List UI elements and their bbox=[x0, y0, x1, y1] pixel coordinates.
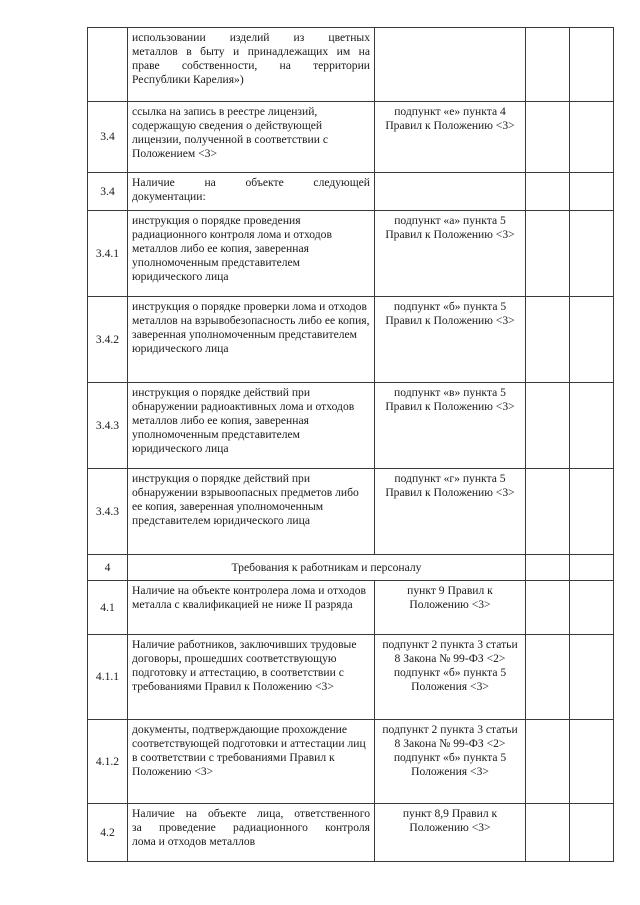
table-row bbox=[88, 720, 614, 804]
row-number: 3.4 bbox=[88, 102, 128, 173]
empty-cell bbox=[570, 635, 614, 720]
row-number: 3.4.3 bbox=[88, 383, 128, 469]
requirement-text: Наличие работников, заключивших трудовые договоры, прошедших соответствующую подготовку и аттестацию, в соответствии с требованиями Правил к Положению <3> bbox=[128, 635, 375, 720]
legal-reference: пункт 8,9 Правил к Положению <3> bbox=[375, 804, 526, 862]
row-number: 4.2 bbox=[88, 804, 128, 862]
empty-cell bbox=[526, 211, 570, 297]
legal-reference bbox=[375, 173, 526, 211]
requirement-text-line: использовании изделий из цветных bbox=[132, 31, 370, 44]
table-row bbox=[88, 173, 614, 211]
legal-reference: подпункт «в» пункта 5 Правил к Положению <3> bbox=[375, 383, 526, 469]
empty-cell bbox=[526, 804, 570, 862]
requirement-text: документы, подтверждающие прохождение соответствующей подготовки и аттестации лиц в соответствии с требованиями Правил к Положению <3> bbox=[128, 720, 375, 804]
empty-cell bbox=[526, 720, 570, 804]
row-number: 3.4.2 bbox=[88, 297, 128, 383]
empty-cell bbox=[570, 720, 614, 804]
table-row bbox=[88, 469, 614, 555]
requirement-text bbox=[128, 804, 375, 862]
row-number: 4.1.1 bbox=[88, 635, 128, 720]
requirement-text: инструкция о порядке проведения радиационного контроля лома и отходов металлов либо ее копия, заверенная уполномоченным представителем юридического лица bbox=[128, 211, 375, 297]
legal-reference: подпункт 2 пункта 3 статьи 8 Закона № 99-ФЗ <2> подпункт «б» пункта 5 Положения <3> bbox=[375, 720, 526, 804]
table-row bbox=[88, 28, 614, 102]
legal-reference: подпункт «е» пункта 4 Правил к Положению <3> bbox=[375, 102, 526, 173]
empty-cell bbox=[570, 173, 614, 211]
row-number: 3.4 bbox=[88, 173, 128, 211]
table-row bbox=[88, 211, 614, 297]
empty-cell bbox=[570, 581, 614, 635]
requirement-text-line: документации: bbox=[132, 190, 206, 203]
empty-cell bbox=[526, 383, 570, 469]
empty-cell bbox=[570, 102, 614, 173]
row-number: 3.4.3 bbox=[88, 469, 128, 555]
requirement-text-line: металлов в быту и принадлежащих им на bbox=[132, 45, 370, 58]
document-page bbox=[87, 27, 613, 862]
empty-cell bbox=[526, 297, 570, 383]
table-row bbox=[88, 635, 614, 720]
empty-cell bbox=[526, 102, 570, 173]
requirement-text: инструкция о порядке действий при обнаружении радиоактивных лома и отходов металлов либо ее копия, заверенная уполномоченным представителем юридического лица bbox=[128, 383, 375, 469]
empty-cell bbox=[526, 555, 570, 581]
row-number bbox=[88, 28, 128, 102]
row-number: 4.1 bbox=[88, 581, 128, 635]
empty-cell bbox=[570, 28, 614, 102]
requirement-text-line: Наличие на объекте следующей bbox=[132, 176, 370, 189]
empty-cell bbox=[570, 383, 614, 469]
requirement-text bbox=[128, 173, 375, 211]
legal-reference: подпункт «г» пункта 5 Правил к Положению <3> bbox=[375, 469, 526, 555]
table-row bbox=[88, 581, 614, 635]
table-row bbox=[88, 804, 614, 862]
row-number: 4.1.2 bbox=[88, 720, 128, 804]
table-row bbox=[88, 297, 614, 383]
empty-cell bbox=[570, 804, 614, 862]
section-title: Требования к работникам и персоналу bbox=[128, 555, 526, 581]
requirement-text: Наличие на объекте контролера лома и отходов металла с квалификацией не ниже II разряда bbox=[128, 581, 375, 635]
empty-cell bbox=[570, 555, 614, 581]
legal-reference: подпункт 2 пункта 3 статьи 8 Закона № 99-ФЗ <2> подпункт «б» пункта 5 Положения <3> bbox=[375, 635, 526, 720]
requirement-text: инструкция о порядке действий при обнаружении взрывоопасных предметов либо ее копия, заверенная уполномоченным представителем юридического лица bbox=[128, 469, 375, 555]
row-number: 3.4.1 bbox=[88, 211, 128, 297]
empty-cell bbox=[526, 28, 570, 102]
requirement-text-line: Наличие на объекте лица, ответственного bbox=[132, 807, 370, 820]
empty-cell bbox=[526, 173, 570, 211]
legal-reference: подпункт «б» пункта 5 Правил к Положению <3> bbox=[375, 297, 526, 383]
requirement-text-line: праве собственности, на территории bbox=[132, 59, 370, 72]
requirement-text-line: за проведение радиационного контроля bbox=[132, 821, 370, 834]
requirement-text-line: Республики Карелия») bbox=[132, 73, 244, 86]
empty-cell bbox=[526, 469, 570, 555]
legal-reference bbox=[375, 28, 526, 102]
section-row bbox=[88, 555, 614, 581]
table-row bbox=[88, 383, 614, 469]
empty-cell bbox=[570, 211, 614, 297]
requirement-text: инструкция о порядке проверки лома и отходов металлов на взрывобезопасность либо ее копия, заверенная уполномоченным представителем юридического лица bbox=[128, 297, 375, 383]
requirement-text bbox=[128, 28, 375, 102]
empty-cell bbox=[526, 581, 570, 635]
legal-reference: пункт 9 Правил к Положению <3> bbox=[375, 581, 526, 635]
legal-reference: подпункт «а» пункта 5 Правил к Положению <3> bbox=[375, 211, 526, 297]
requirements-table bbox=[87, 27, 614, 862]
empty-cell bbox=[570, 297, 614, 383]
empty-cell bbox=[526, 635, 570, 720]
empty-cell bbox=[570, 469, 614, 555]
requirement-text: ссылка на запись в реестре лицензий, содержащую сведения о действующей лицензии, полученной в соответствии с Положением <3> bbox=[128, 102, 375, 173]
requirement-text-line: лома и отходов металлов bbox=[132, 835, 256, 848]
table-row bbox=[88, 102, 614, 173]
section-number: 4 bbox=[88, 555, 128, 581]
